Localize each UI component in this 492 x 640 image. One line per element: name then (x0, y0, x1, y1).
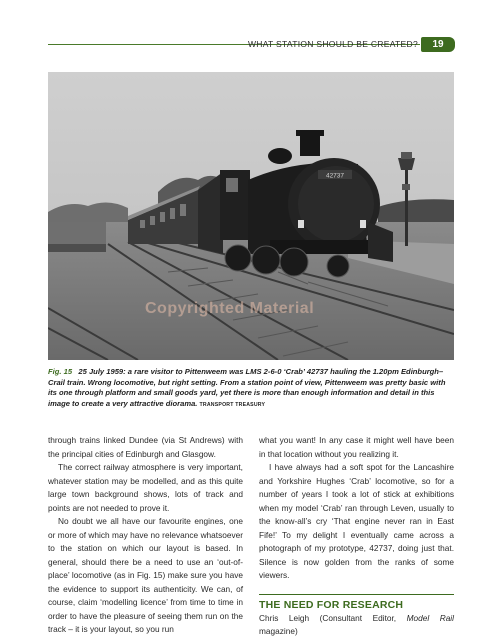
watermark: Copyrighted Material (145, 300, 315, 317)
section-heading: THE NEED FOR RESEARCH (259, 594, 454, 612)
caption-text: 25 July 1959: a rare visitor to Pittenweem was LMS 2-6-0 ‘Crab’ 42737 hauling the 1.20pm Edinburgh–Crail train. Wrong locomotive, but right setting. From a station point of view, Pittenweem was pretty basic with its one through platform and small goods yard, yet there is more than enough information and detail in this image to create a very attractive diorama. (48, 367, 446, 408)
figure-label: Fig. 15 (48, 367, 73, 376)
byline-suffix: magazine) (259, 626, 298, 636)
photo-credit: TRANSPORT TREASURY (199, 401, 266, 408)
byline (259, 612, 454, 639)
paragraph: what you want! In any case it might well have been in that location without you realizing it. (259, 435, 454, 459)
page-number: 19 (421, 37, 455, 52)
paragraph: No doubt we all have our favourite engines, one or more of which may have no relevance whatsoever to the station on which our layout is based. In general, should there be a need to use an ‘out-of-place’ locomotive (as in Fig. 15) make sure you have the evidence to support its authenticity. We can, of course, claim ‘modelling licence’ from time to time in order to have the pleasure of seeing them run on the track – it is your layout, so you run (48, 516, 243, 634)
paragraph: I have always had a soft spot for the Lancashire and Yorkshire Hughes ‘Crab’ locomotive, so for a number of years I took a lot of stick at exhibitions when my model ‘Crab’ ran through Leven, usually to the know-all’s cry ‘That engine never ran in East Fife!’ To my delight I eventually came across a photograph of my prototype, 42737, doing just that. Silence is now golden from the ranks of some viewers. (259, 462, 454, 580)
byline-publication: Model Rail (406, 612, 454, 623)
loco-number: 42737 (325, 172, 345, 180)
byline-author: Chris Leigh (Consultant Editor, (259, 612, 407, 623)
running-head: WHAT STATION SHOULD BE CREATED? (247, 39, 418, 49)
paragraph: The correct railway atmosphere is very important, whatever station may be modelled, and as this quite large town background shows, lots of track and points are not needed to prove it. (48, 462, 243, 513)
right-column (259, 434, 454, 639)
paragraph: through trains linked Dundee (via St Andrews) with the principal cities of Edinburgh and Glasgow. (48, 435, 243, 459)
figure-caption (48, 367, 454, 410)
left-column (48, 434, 243, 637)
